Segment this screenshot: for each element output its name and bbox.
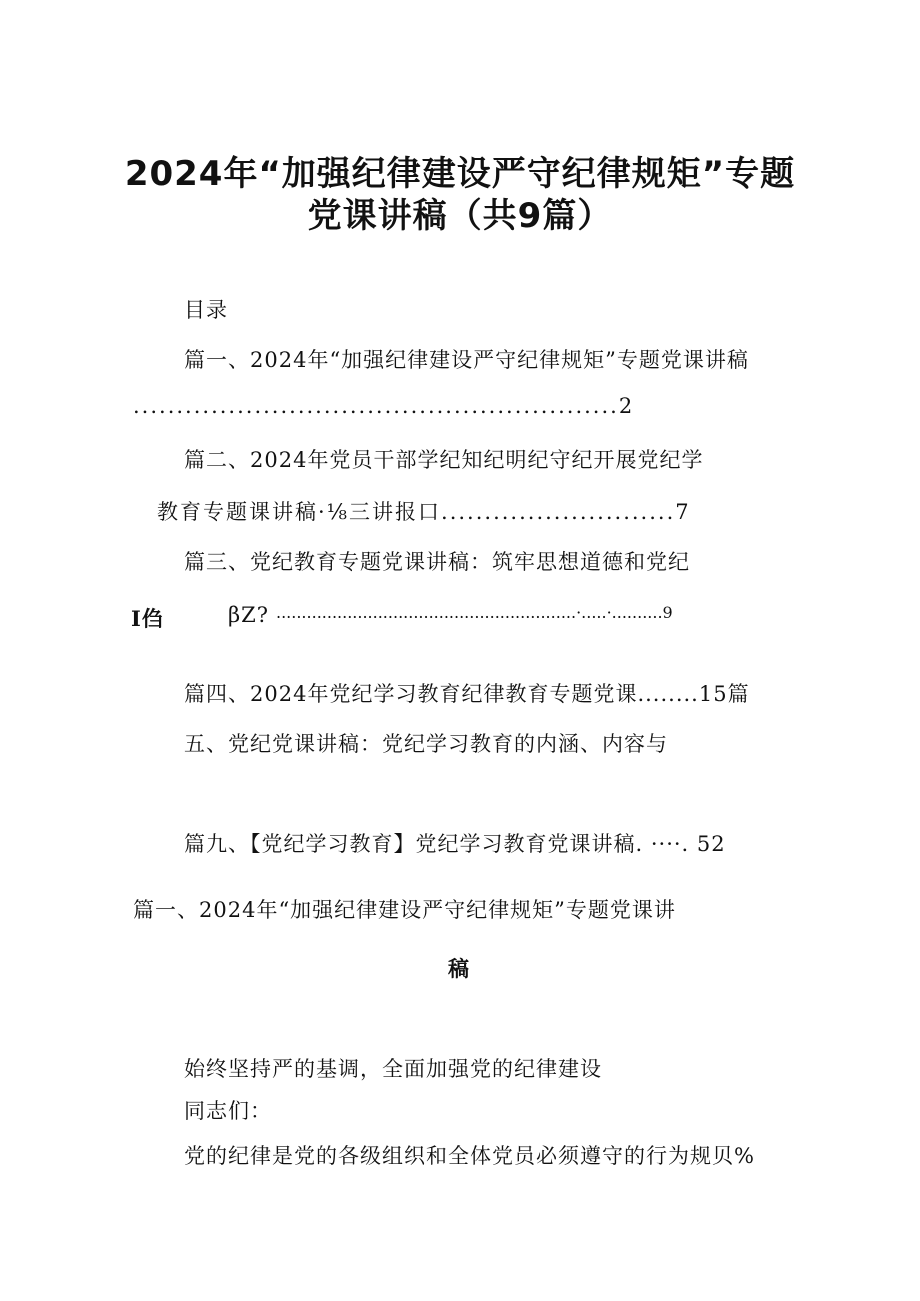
section1-heading-line2: 稿 bbox=[448, 956, 470, 981]
toc-entry-1-leader: ........................................................2 bbox=[133, 394, 635, 418]
toc-entry-5[interactable]: 五、党纪党课讲稿：党纪学习教育的内涵、内容与 bbox=[184, 732, 668, 756]
toc-heading: 目录 bbox=[184, 298, 228, 322]
document-title-line2: 党课讲稿（共9篇） bbox=[307, 196, 613, 236]
toc-entry-1[interactable]: 篇一、2024年“加强纪律建设严守纪律规矩”专题党课讲稿 bbox=[184, 348, 749, 372]
toc-entry-3[interactable]: 篇三、党纪教育专题党课讲稿：筑牢思想道德和党纪 bbox=[184, 550, 690, 574]
section1-heading-line1: 篇一、2024年“加强纪律建设严守纪律规矩”专题党课讲 bbox=[133, 898, 676, 922]
section1-paragraph1: 党的纪律是党的各级组织和全体党员必须遵守的行为规贝% bbox=[184, 1144, 755, 1168]
section1-subtitle: 始终坚持严的基调，全面加强党的纪律建设 bbox=[184, 1057, 602, 1081]
section1-salutation: 同志们： bbox=[184, 1099, 272, 1123]
toc-entry-9[interactable]: 篇九、【党纪学习教育】党纪学习教育党课讲稿. ····. 52 bbox=[184, 832, 726, 856]
toc-entry-2-leader: 教育专题课讲稿·⅛三讲报口...........................7 bbox=[157, 500, 691, 524]
toc-entry-3-leader: ...........................................................·.....·..........9 bbox=[276, 603, 673, 622]
document-title-line1: 2024年“加强纪律建设严守纪律规矩”专题 bbox=[124, 154, 796, 194]
toc-entry-2[interactable]: 篇二、2024年党员干部学纪知纪明纪守纪开展党纪学 bbox=[184, 448, 704, 472]
toc-entry-3-garbled-a: I㑇 bbox=[131, 606, 164, 631]
toc-entry-3-garbled-b: βZ? bbox=[228, 603, 269, 627]
toc-entry-4[interactable]: 篇四、2024年党纪学习教育纪律教育专题党课........15篇 bbox=[184, 682, 750, 706]
